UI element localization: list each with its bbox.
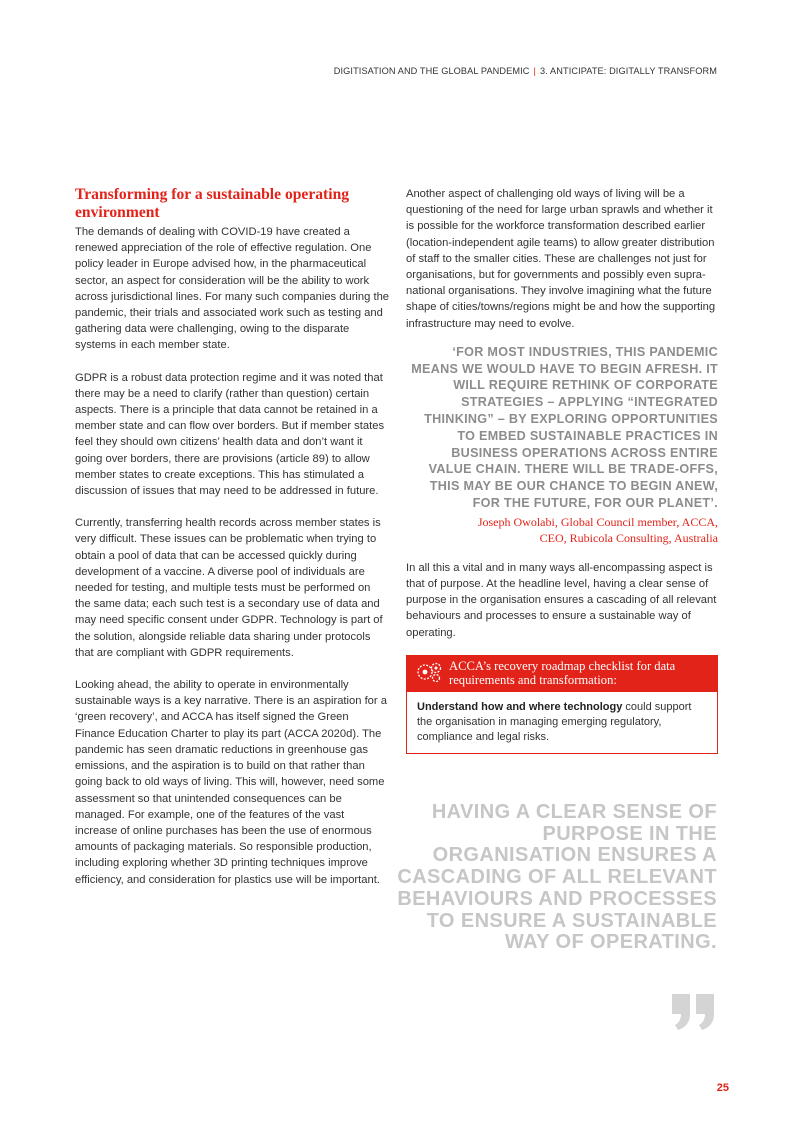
- header-chapter-title: 3. ANTICIPATE: DIGITALLY TRANSFORM: [540, 66, 717, 76]
- quote-attribution-name: Joseph Owolabi, Global Council member, ACCA,: [477, 514, 718, 529]
- checklist-header: [407, 656, 717, 692]
- header-section-title: DIGITISATION AND THE GLOBAL PANDEMIC: [333, 66, 530, 76]
- gear-cluster-icon: [415, 660, 443, 684]
- closing-quote-icon: [668, 992, 720, 1032]
- section-heading: Transforming for a sustainable operating environment: [75, 186, 350, 221]
- body-paragraph: Another aspect of challenging old ways of living will be a questioning of the need for large urban sprawls and whether it is possible for the workforce transformation described earlier (location-independent agile teams) to allow greater distribution of staff to the smaller cities. These are challenges not just for organisations, but for governments and possibly even supra-national organisations. They involve imagining what the future shape of cities/towns/regions might be and how the supporting infrastructure may need to evolve.: [406, 188, 716, 330]
- checklist-item: [407, 692, 717, 753]
- pull-quote: HAVING A CLEAR SENSE OF PURPOSE IN THE ORGANISATION ENSURES A CASCADING OF ALL RELEVANT BEHAVIOURS AND PROCESSES TO ENSURE A SUSTAINABLE WAY OF OPERATING.: [397, 801, 717, 954]
- body-paragraph: Currently, transferring health records across member states is very difficult. These issues can be problematic when trying to obtain a pool of data that can be accessed quickly during development of a vaccine. A diverse pool of individuals are needed for testing, and multiple tests must be performed on the same data; each such test is a secondary use of data and may need specific consent under GDPR. Technology is part of the solution, alongside reliable data sharing under protocols that are compliant with GDPR requirements.: [75, 517, 383, 659]
- testimonial-quote: [406, 344, 718, 546]
- checklist-box: [406, 655, 718, 754]
- left-column: [75, 186, 389, 904]
- page-number: 25: [716, 1082, 729, 1094]
- checklist-item-emphasis: Understand how and where technology: [417, 700, 623, 713]
- quote-attribution-role: CEO, Rubicola Consulting, Australia: [539, 530, 718, 545]
- body-paragraph: The demands of dealing with COVID-19 have created a renewed appreciation of the role of effective regulation. One policy leader in Europe advised how, in the pharmaceutical sector, an aspect for consideration will be the ability to work across jurisdictional lines. For many such companies during the pandemic, their trials and associated work such as testing and gathering data were challenging, owing to the disparate systems in each member state.: [75, 226, 390, 352]
- quote-text: ‘FOR MOST INDUSTRIES, THIS PANDEMIC MEANS WE WOULD HAVE TO BEGIN AFRESH. IT WILL REQUIRE RETHINK OF CORPORATE STRATEGIES – APPLYING “INTEGRATED THINKING” – BY EXPLORING OPPORTUNITIES TO EMBED SUSTAINABLE PRACTICES IN BUSINESS OPERATIONS ACROSS ENTIRE VALUE CHAIN. THERE WILL BE TRADE-OFFS, THIS MAY BE OUR CHANCE TO BEGIN ANEW, FOR THE FUTURE, FOR OUR PLANET’.: [411, 344, 718, 510]
- body-paragraph: GDPR is a robust data protection regime and it was noted that there may be a need to clarify (rather than question) certain aspects. There is a principle that data cannot be retained in a member state and can flow over borders. But if member states feel they should own citizens’ health data and don’t want it going over borders, there are provisions (article 89) to allow member states to create exceptions. This has stimulated a discussion of issues that may need to be addressed in future.: [75, 371, 385, 498]
- checklist-title: ACCA’s recovery roadmap checklist for data requirements and transformation:: [449, 658, 676, 687]
- right-column: [406, 186, 718, 754]
- running-header: [334, 66, 717, 76]
- header-separator: |: [533, 66, 537, 76]
- body-paragraph: Looking ahead, the ability to operate in environmentally sustainable ways is a key narrative. There is an aspiration for a ‘green recovery’, and ACCA has itself signed the Green Finance Education Charter to play its part (ACCA 2020d). The pandemic has seen dramatic reductions in greenhouse gas emissions, and the aspiration is to build on that rather than going back to old ways of living. This will, however, need some assessment so that unintended consequences can be managed. For example, one of the features of the vast increase of online purchases has been the use of enormous amounts of packaging materials. So responsible production, including exploring whether 3D printing techniques improve efficiency, and consideration for plastics use will be important.: [75, 679, 387, 886]
- body-paragraph: In all this a vital and in many ways all-encompassing aspect is that of purpose. At the headline level, having a clear sense of purpose in the organisation ensures a cascading of all relevant behaviours and processes to ensure a sustainable way of operating.: [406, 561, 717, 639]
- checklist-item-text: could support the organisation in managing emerging regulatory, compliance and legal risks.: [417, 700, 692, 743]
